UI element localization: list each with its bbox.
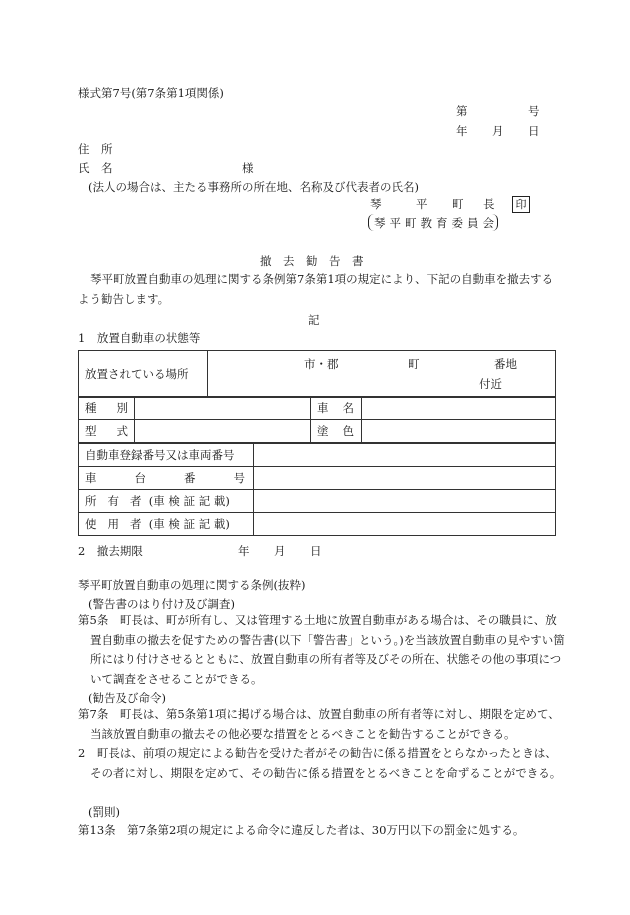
caption-warning: (警告書のはり付け及び調査) bbox=[88, 597, 235, 611]
owner-5: 検 bbox=[168, 494, 180, 508]
user-8: 載) bbox=[213, 517, 230, 531]
owner-4: (車 bbox=[148, 494, 165, 508]
user-2: 用 bbox=[107, 517, 119, 531]
owner-1: 所 bbox=[85, 494, 97, 508]
chassis-1: 車 bbox=[85, 471, 97, 485]
board-name: 琴平町教育委員会 bbox=[374, 216, 498, 230]
owner-2: 有 bbox=[107, 494, 119, 508]
loc-city: 市・郡 bbox=[304, 357, 339, 371]
deadline-month: 月 bbox=[274, 544, 286, 558]
type-label-1: 種 bbox=[85, 401, 97, 415]
carname-label-1: 車 bbox=[317, 401, 329, 415]
name-label: 氏 名 bbox=[78, 161, 113, 175]
owner-3: 者 bbox=[129, 494, 142, 508]
intro-paragraph: 琴平町放置自動車の処理に関する条例第7条第1項の規定により、下記の自動車を撤去するよう勧告します。 bbox=[78, 272, 554, 306]
chassis-2: 台 bbox=[134, 471, 146, 485]
excerpt-heading: 琴平町放置自動車の処理に関する条例(抜粋) bbox=[78, 578, 306, 592]
chassis-value bbox=[254, 467, 556, 490]
user-3: 者 bbox=[129, 517, 142, 531]
chassis-4: 号 bbox=[233, 471, 245, 485]
vehicle-table-mid bbox=[78, 396, 556, 443]
caption-penalty: (罰則) bbox=[88, 805, 120, 819]
owner-value bbox=[254, 490, 556, 513]
color-label-1: 塗 bbox=[317, 424, 329, 438]
vehicle-table-bottom bbox=[78, 443, 556, 536]
model-label-1: 型 bbox=[85, 424, 97, 438]
chassis-label bbox=[79, 467, 254, 490]
owner-7: 記 bbox=[198, 494, 211, 508]
article-7-paragraph-2: 2 町長は、前項の規定による勧告を受けた者がその勧告に係る措置をとらなかったときは、その者に対し、期限を定めて、その勧告に係る措置をとるべきことを命ずることができる。 bbox=[78, 746, 562, 780]
article-5: 第5条 町長は、町が所有し、又は管理する土地に放置自動車がある場合は、その職員に、放置自動車の撤去を促すための警告書(以下「警告書」という。)を当該放置自動車の見やすい箇所にはり付けさせるとともに、放置自動車の所有者等及びその所在、状態その他の事項について調査をさせることができる。 bbox=[78, 613, 565, 686]
carname-label bbox=[311, 397, 362, 420]
deadline-day: 日 bbox=[310, 544, 322, 558]
user-6: 証 bbox=[183, 517, 196, 531]
carname-value bbox=[362, 397, 556, 420]
date-day: 日 bbox=[528, 124, 540, 138]
form-label: 様式第7号(第7条第1項関係) bbox=[78, 86, 224, 100]
vehicle-table-top bbox=[78, 350, 556, 398]
mayor-char-1: 琴 bbox=[370, 197, 382, 211]
type-value bbox=[135, 397, 311, 420]
owner-label bbox=[79, 490, 254, 513]
section2-heading: 2 撤去期限 bbox=[78, 544, 143, 558]
user-label bbox=[79, 513, 254, 536]
model-label bbox=[79, 420, 135, 443]
doc-title: 撤 去 勧 告 書 bbox=[260, 254, 364, 268]
mayor-char-4: 長 bbox=[483, 197, 495, 211]
color-value bbox=[362, 420, 556, 443]
date-month: 月 bbox=[492, 124, 504, 138]
location-label: 放置されている場所 bbox=[79, 351, 208, 398]
user-1: 使 bbox=[85, 517, 97, 531]
doc-number-suffix: 号 bbox=[528, 104, 540, 118]
mayor-char-3: 町 bbox=[452, 197, 464, 211]
date-year: 年 bbox=[456, 124, 468, 138]
user-7: 記 bbox=[198, 517, 211, 531]
carname-label-2: 名 bbox=[342, 401, 354, 415]
reg-label: 自動車登録番号又は車両番号 bbox=[79, 444, 254, 467]
reg-value bbox=[254, 444, 556, 467]
article-7: 第7条 町長は、第5条第1項に掲げる場合は、放置自動車の所有者等に対し、期限を定めて、当該放置自動車の撤去その他必要な措置をとるべきことを勧告することができる。 bbox=[78, 707, 560, 741]
user-value bbox=[254, 513, 556, 536]
type-label bbox=[79, 397, 135, 420]
loc-vicinity: 付近 bbox=[479, 377, 502, 391]
location-field bbox=[208, 351, 556, 398]
chassis-3: 番 bbox=[184, 471, 196, 485]
deadline-year: 年 bbox=[238, 544, 250, 558]
owner-8: 載) bbox=[213, 494, 230, 508]
caption-recommendation: (勧告及び命令) bbox=[88, 691, 166, 705]
color-label bbox=[311, 420, 362, 443]
doc-number-prefix: 第 bbox=[456, 104, 468, 118]
address-label: 住 所 bbox=[78, 142, 113, 156]
user-5: 検 bbox=[168, 517, 180, 531]
owner-6: 証 bbox=[183, 494, 196, 508]
section1-heading: 1 放置自動車の状態等 bbox=[78, 331, 201, 345]
article-13: 第13条 第7条第2項の規定による命令に違反した者は、30万円以下の罰金に処する。 bbox=[78, 823, 525, 837]
user-4: (車 bbox=[148, 517, 165, 531]
seal-mark: 印 bbox=[512, 196, 530, 213]
color-label-2: 色 bbox=[342, 424, 354, 438]
ki-mark: 記 bbox=[308, 313, 320, 327]
honorific: 様 bbox=[242, 161, 254, 175]
corp-note: (法人の場合は、主たる事務所の所在地、名称及び代表者の氏名) bbox=[88, 180, 419, 194]
model-label-2: 式 bbox=[116, 424, 128, 438]
mayor-char-2: 平 bbox=[416, 197, 428, 211]
type-label-2: 別 bbox=[116, 401, 128, 415]
loc-town: 町 bbox=[408, 357, 420, 371]
loc-banchi: 番地 bbox=[494, 357, 517, 371]
model-value bbox=[135, 420, 311, 443]
